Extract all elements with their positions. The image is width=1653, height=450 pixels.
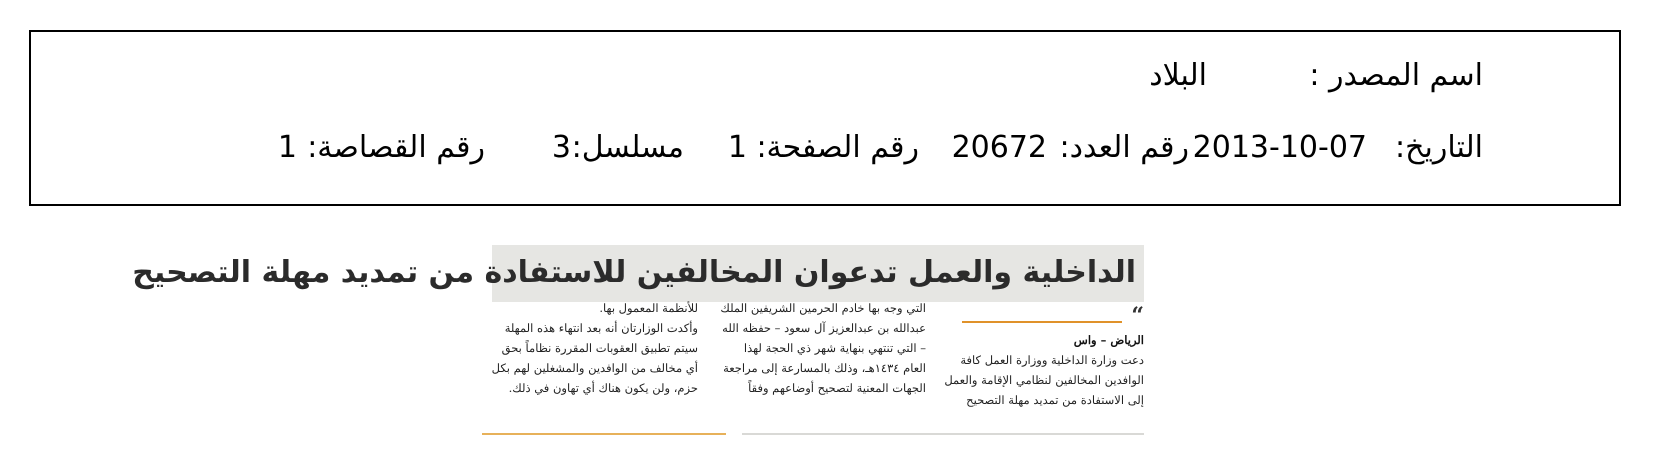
- column-line: – التي تنتهي بنهاية شهر ذي الحجة لهذا: [743, 341, 926, 355]
- article-column-right: [944, 303, 1144, 410]
- column-line: للأنظمة المعمول بها.: [599, 301, 698, 315]
- column-line: التي وجه بها خادم الحرمين الشريفين الملك: [720, 301, 926, 315]
- newspaper-clipping: [132, 240, 1144, 437]
- column-line: وأكدت الوزارتان أنه بعد انتهاء هذه المهلة: [504, 321, 698, 335]
- column-line: إلى الاستفادة من تمديد مهلة التصحيح: [966, 393, 1144, 407]
- column-line: سيتم تطبيق العقوبات المقررة نظاماً بحق: [501, 341, 698, 355]
- source-value: البلاد: [1149, 58, 1207, 93]
- clip-value: 1: [277, 130, 297, 165]
- issue-value: 20672: [951, 130, 1047, 165]
- headline-band: [132, 245, 1144, 302]
- date-value: 2013-10-07: [1192, 130, 1367, 165]
- serial-value: 3: [551, 130, 571, 165]
- article-headline: الداخلية والعمل تدعوان المخالفين للاستفادة من تمديد مهلة التصحيح: [132, 255, 1136, 290]
- page-label: رقم الصفحة:: [756, 130, 919, 165]
- bottom-rule-right: [742, 433, 1144, 435]
- column-line: أي مخالف من الوافدين والمشغلين لهم بكل: [491, 361, 698, 375]
- article-dateline: الرياض – واس: [1073, 333, 1144, 347]
- column-line: حزم، ولن يكون هناك أي تهاون في ذلك.: [508, 381, 698, 395]
- dateline-row: [944, 303, 1144, 330]
- column-line: عبدالله بن عبدالعزيز آل سعود – حفظه الله: [722, 321, 926, 335]
- column-line: الجهات المعنية لتصحيح أوضاعهم وفقاً: [748, 381, 926, 395]
- quote-mark-icon: “: [1131, 303, 1144, 329]
- page-value: 1: [727, 130, 747, 165]
- column-line: دعت وزارة الداخلية ووزارة العمل كافة: [960, 353, 1144, 367]
- column-line: الوافدين المخالفين لنظامي الإقامة والعمل: [944, 373, 1144, 387]
- article-column-middle: [716, 298, 926, 398]
- source-label: اسم المصدر :: [1309, 58, 1483, 93]
- column-line: العام ١٤٣٤هـ، وذلك بالمسارعة إلى مراجعة: [723, 361, 926, 375]
- source-info-box: [29, 30, 1621, 206]
- serial-label: مسلسل:: [571, 130, 684, 165]
- clip-label: رقم القصاصة:: [307, 130, 485, 165]
- article-column-left: [484, 298, 698, 398]
- bottom-rule-left: [482, 433, 726, 435]
- date-label: التاريخ:: [1395, 130, 1483, 165]
- accent-rule: [962, 321, 1122, 323]
- issue-label: رقم العدد:: [1059, 130, 1189, 165]
